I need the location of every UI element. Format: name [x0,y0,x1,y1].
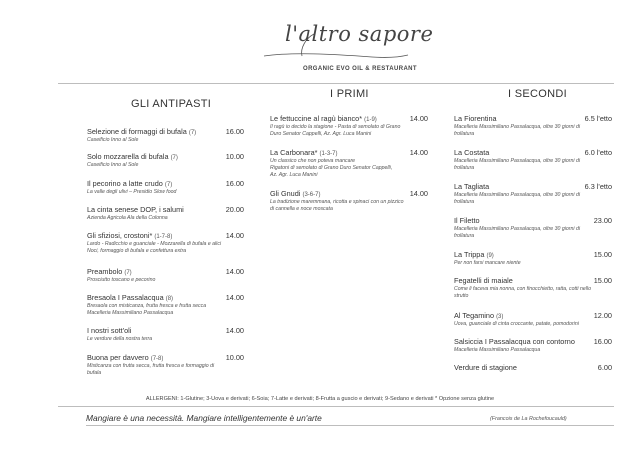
item-description: frollatura [454,165,475,171]
quote-underline [86,425,614,426]
item-allergens: (9) [486,253,494,259]
item-name-text: La Fiorentina [454,114,497,123]
item-name-text: La Carbonara* [270,148,318,157]
item-description: Per non farsi mancare niente [454,260,521,266]
menu-item [270,148,428,179]
item-name [87,205,244,214]
footer-quote: Mangiare è una necessità. Mangiare intelligentemente è un'arte [86,413,322,423]
item-name-text: Verdure di stagione [454,363,517,372]
item-description: Le verdure della nostra terra [87,336,153,342]
item-name-text: La Trippa [454,250,485,259]
item-price: 6.3 l'etto [584,182,612,191]
item-allergens: (1-9) [364,117,377,123]
item-description: Misticanza con frutta secca, frutta fresca e formaggio di [87,363,215,369]
item-price: 10.00 [225,152,244,161]
menu-item [454,337,612,354]
item-description: Macelleria Massimiliano Passalacqua, oltre 30 giorni di [454,124,580,130]
item-name-text: I nostri sott'oli [87,326,132,335]
item-name [454,250,612,259]
item-name [87,267,244,276]
item-allergens: (7) [124,270,132,276]
item-description: Rigatoni di semolato di Grano Duro Senator Cappelli, [270,165,393,171]
item-name [454,276,612,285]
item-description: Azienda Agricola Ala della Colonna [87,215,168,221]
logo-text: l'altro sapore [285,22,434,46]
menu-item [87,267,244,284]
menu-item [87,127,244,144]
item-name [87,326,244,335]
menu-item [454,216,612,240]
item-price: 14.00 [409,148,428,157]
item-name [454,216,612,225]
item-price: 15.00 [593,276,612,285]
item-name [87,152,244,161]
menu-item [87,152,244,169]
item-price: 14.00 [225,231,244,240]
item-name [87,127,244,136]
item-name [87,231,244,240]
menu-item [270,189,428,213]
item-description: strutto [454,293,469,299]
menu-item [270,114,428,138]
menu-item [454,182,612,206]
menu-item [87,205,244,222]
item-description: frollatura [454,233,475,239]
item-description: frollatura [454,199,475,205]
item-name [454,337,612,346]
item-name [270,189,428,198]
item-description: Caseificio Inno al Sole [87,162,139,168]
item-name [270,114,428,123]
item-description: Bresaola con misticanza, frutta fresca e frutta secca [87,303,207,309]
menu-item [87,231,244,255]
menu-item [87,293,244,317]
item-name [270,148,428,157]
item-name-text: Buona per davvero [87,353,149,362]
item-description: Macelleria Massimiliano Passalacqua [87,310,174,316]
item-price: 16.00 [225,179,244,188]
item-name-text: Solo mozzarella di bufala [87,152,169,161]
item-allergens: (3-6-7) [302,192,321,198]
item-price: 10.00 [225,353,244,362]
item-description: Macelleria Massimiliano Passalacqua, oltre 30 giorni di [454,192,580,198]
item-name-text: Preambolo [87,267,123,276]
item-name [87,293,244,302]
item-allergens: (7) [170,155,178,161]
item-allergens: (3) [496,314,504,320]
item-name-text: Il pecorino a latte crudo [87,179,163,188]
item-name-text: Le fettuccine al ragù bianco* [270,114,363,123]
item-price: 16.00 [225,127,244,136]
item-name-text: La Tagliata [454,182,490,191]
item-description: Macelleria Massimiliano Passalacqua, oltre 30 giorni di [454,226,580,232]
item-name [87,353,244,362]
item-name-text: Gli sfiziosi, crostoni* [87,231,153,240]
item-description: bufala [87,370,102,376]
header-divider [58,83,614,84]
item-description: Caseificio Inno al Sole [87,137,139,143]
item-price: 6.00 [597,363,612,372]
item-description: Noci, formaggio di bufala e confettura extra [87,248,187,254]
item-price: 14.00 [409,189,428,198]
antipasti-title: GLI ANTIPASTI [131,98,212,110]
item-name-text: Al Tegamino [454,311,495,320]
item-price: 20.00 [225,205,244,214]
item-allergens: (1-3-7) [319,151,338,157]
item-description: Prosciutto toscano e pecorino [87,277,156,283]
item-description: La valle degli ulivi – Presidio Slow food [87,189,177,195]
item-name [454,311,612,320]
item-name-text: Bresaola I Passalacqua [87,293,164,302]
item-allergens: (8) [165,296,174,302]
item-description: Macelleria Massimiliano Passalacqua [454,347,541,353]
header [0,0,640,80]
item-price: 6.5 l'etto [584,114,612,123]
item-price: 15.00 [593,250,612,259]
menu-item [87,353,244,377]
menu-item [454,363,612,372]
item-price: 14.00 [225,326,244,335]
item-name-text: La Costata [454,148,490,157]
menu-item [87,179,244,196]
item-name-text: Fegatelli di maiale [454,276,513,285]
primi-title: I PRIMI [330,88,369,100]
menu-item [454,311,612,328]
item-description: Come li faceva mia nonna, con finocchietto, ratta, cotti nello [454,286,591,292]
item-description: Il ragù io decido la stagione - Pasta di semolato di Grano [270,124,401,130]
item-description: Lardo - Radicchio e guanciale - Mozzarella di bufala e alici [87,241,222,247]
item-allergens: (1-7-8) [154,234,173,240]
item-price: 16.00 [593,337,612,346]
menu-item [454,250,612,267]
secondi-title: I SECONDI [508,88,567,100]
item-description: La tradizione maremmana, ricotta e spinaci con un pizzico [270,199,404,205]
item-description: Macelleria Massimiliano Passalacqua, oltre 30 giorni di [454,158,580,164]
item-price: 14.00 [409,114,428,123]
logo-subtitle: ORGANIC EVO OIL & RESTAURANT [303,66,417,72]
menu-item [454,276,612,300]
menu-item [454,114,612,138]
item-price: 14.00 [225,267,244,276]
quote-author: (Francois de La Rochefoucauld) [490,416,567,422]
item-description: Az. Agr. Luca Manini [270,172,318,178]
menu-item [454,148,612,172]
item-name [454,363,612,372]
item-price: 6.0 l'etto [584,148,612,157]
item-name-text: Selezione di formaggi di bufala [87,127,187,136]
item-allergens: (7) [164,182,173,188]
item-description: Duro Senator Cappelli, Az. Agr. Luca Manini [270,131,372,137]
item-description: frollatura [454,131,475,137]
item-name-text: Gli Gnudi [270,189,301,198]
item-description: Uova, guanciale di cinta croccante, patate, pomodorini [454,321,579,327]
item-description: Un classico che non poteva mancare [270,158,356,164]
menu-item [87,326,244,343]
item-price: 23.00 [593,216,612,225]
item-name [87,179,244,188]
allergens-legend: ALLERGENI: 1-Glutine; 3-Uova e derivati; 6-Soia; 7-Latte e derivati; 8-Frutta a guscio e derivati; 9-Sedano e derivati * Opzione senza glutine [145,396,495,402]
footer-divider [58,406,614,407]
item-price: 12.00 [593,311,612,320]
item-name-text: Il Filetto [454,216,480,225]
item-allergens: (7-8) [150,356,164,362]
item-allergens: (7) [188,130,197,136]
item-price: 14.00 [225,293,244,302]
item-description: di cannella e noce moscata [270,206,333,212]
item-name-text: Salsiccia I Passalacqua con contorno [454,337,575,346]
item-name-text: La cinta senese DOP, i salumi [87,205,184,214]
